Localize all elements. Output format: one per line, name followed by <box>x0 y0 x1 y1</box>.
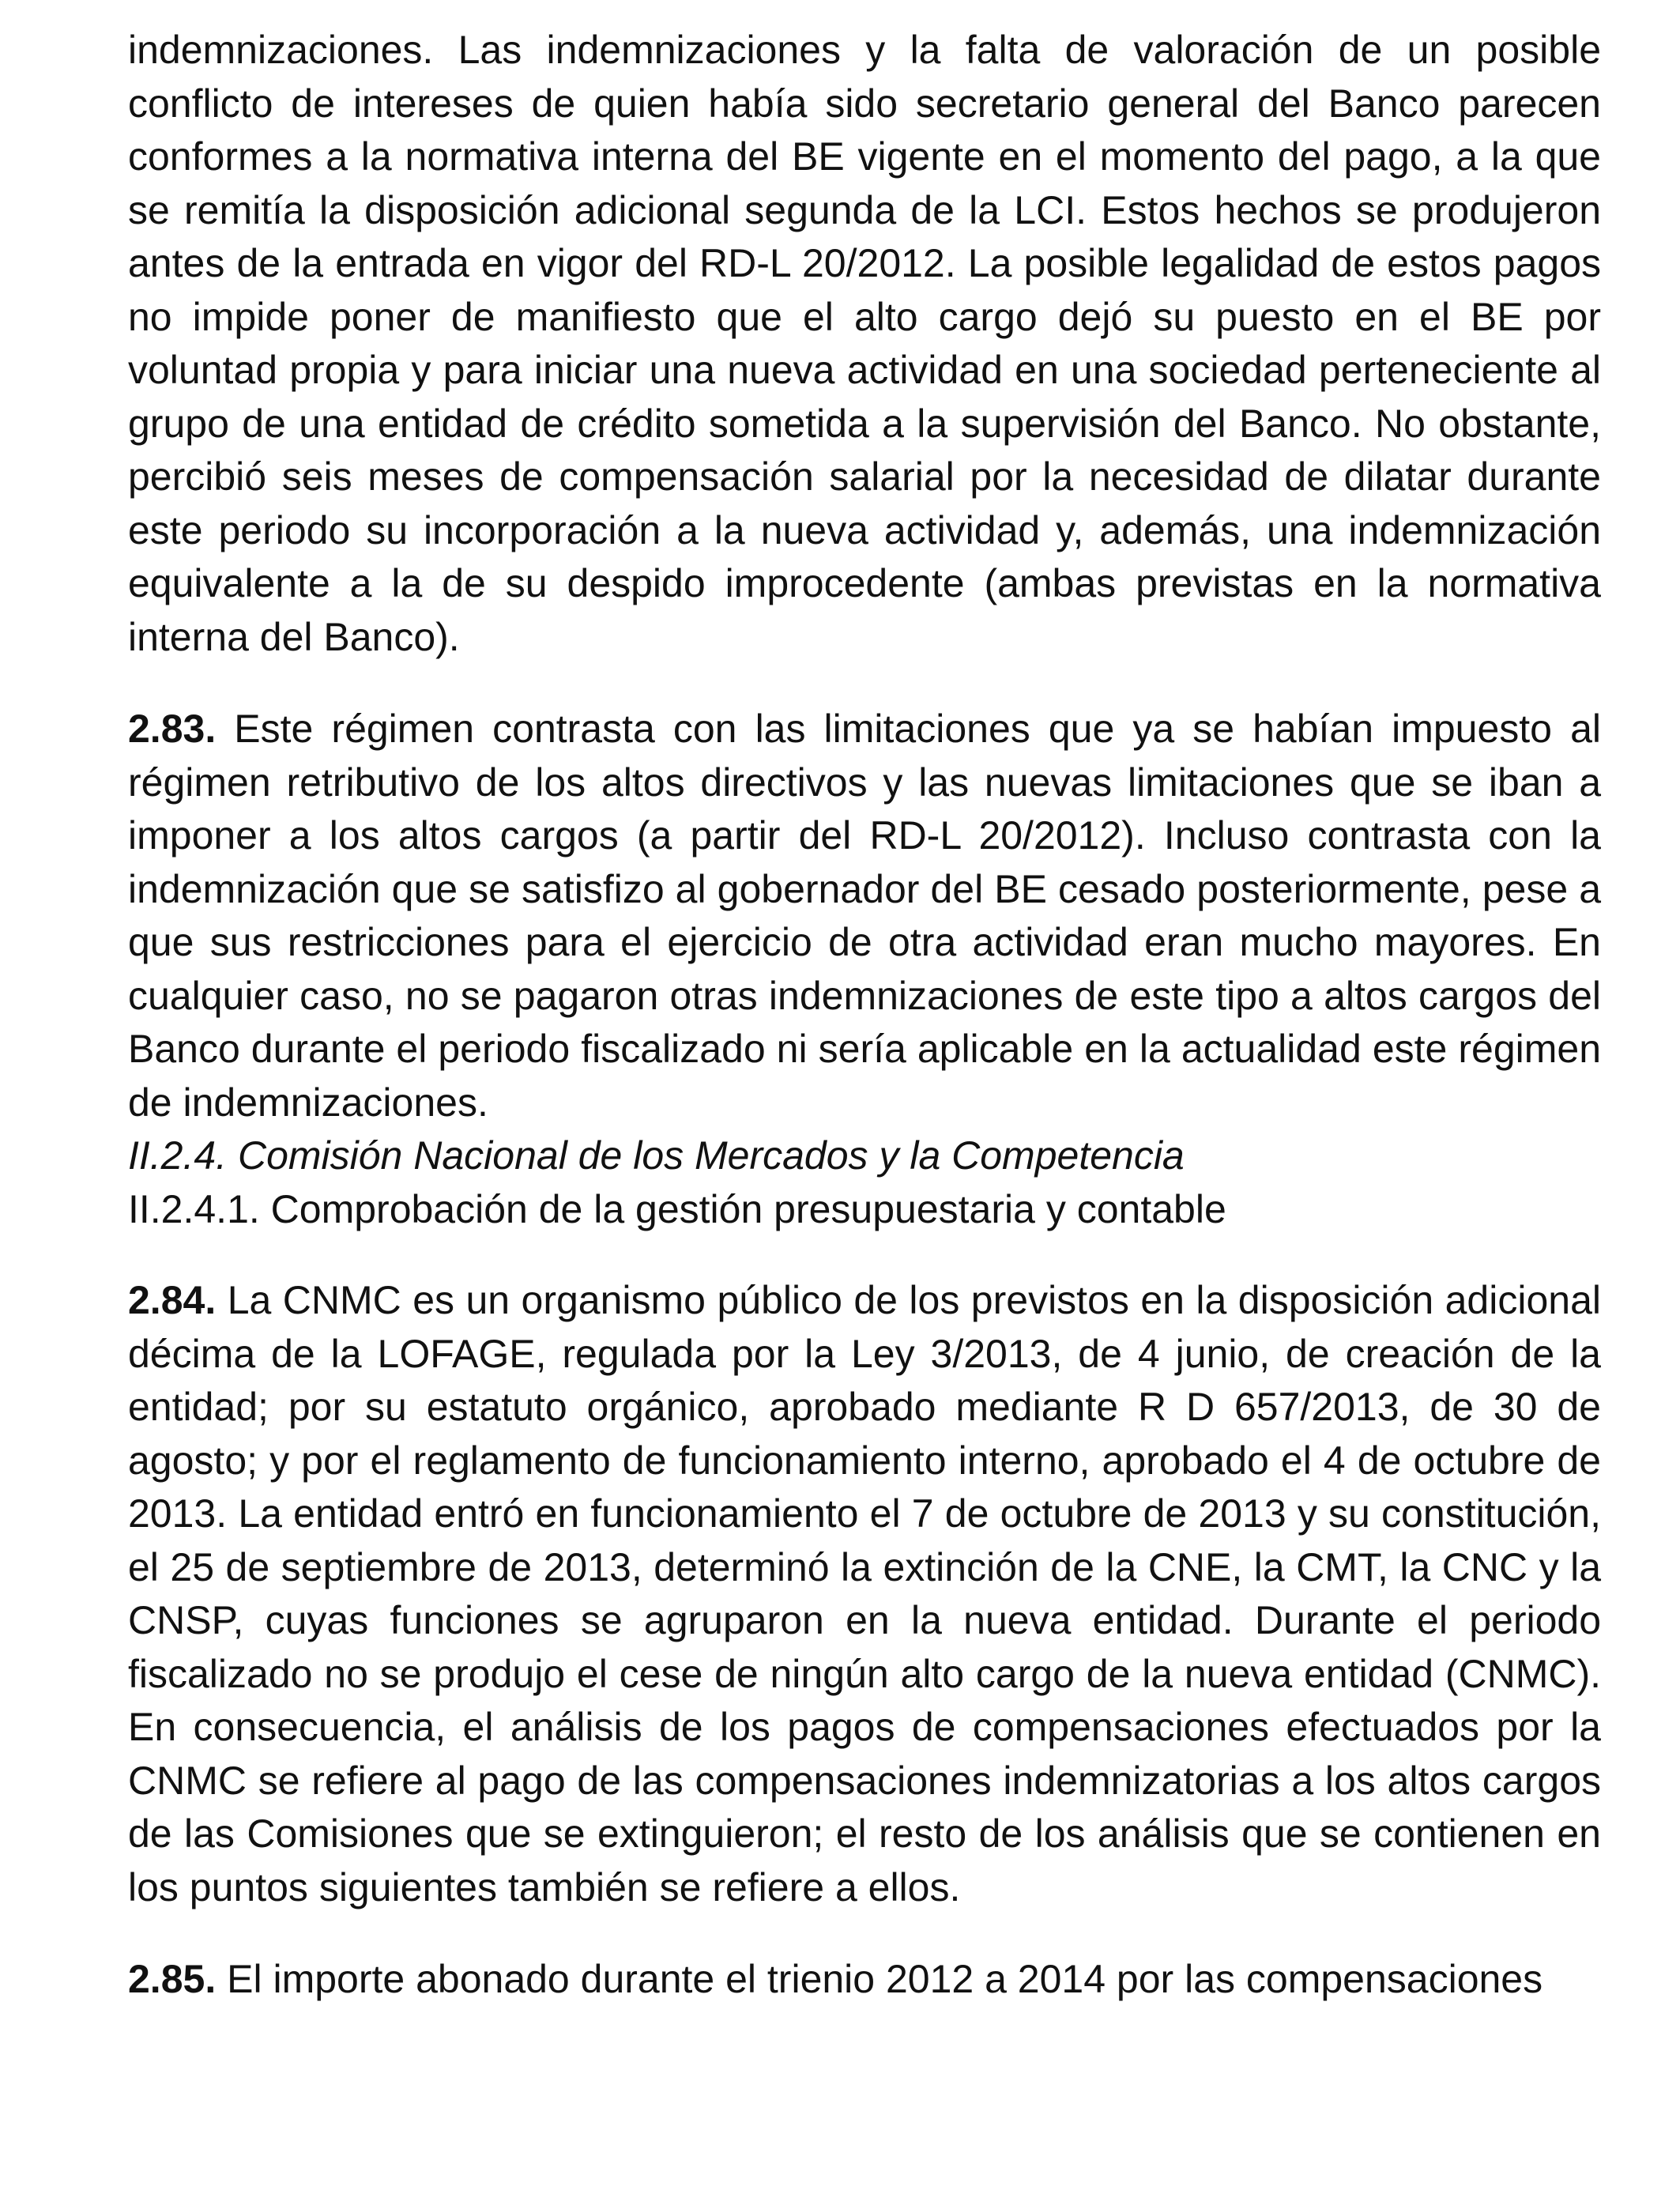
paragraph-text: Este régimen contrasta con las limitaciones que ya se habían impuesto al régimen retributivo de los altos directivos y las nuevas limitaciones que se iban a imponer a los altos cargos (a partir del RD-L 20/2012). Incluso contrasta con la indemnización que se satisfizo al gobernador del BE cesado posteriormente, pese a que sus restricciones para el ejercicio de otra actividad eran mucho mayores. En cualquier caso, no se pagaron otras indemnizaciones de este tipo a altos cargos del Banco durante el periodo fiscalizado ni sería aplicable en la actualidad este régimen de indemnizaciones. <box>128 707 1601 1125</box>
section-heading-2-2-4: II.2.4. Comisión Nacional de los Mercados y la Competencia <box>128 1133 1185 1178</box>
paragraph-continuation: indemnizaciones. Las indemnizaciones y la falta de valoración de un posible conflicto de intereses de quien había sido secretario general del Banco parecen conformes a la normativa interna del BE vigente en el momento del pago, a la que se remitía la disposición adicional segunda de la LCI. Estos hechos se produjeron antes de la entrada en vigor del RD-L 20/2012. La posible legalidad de estos pagos no impide poner de manifiesto que el alto cargo dejó su puesto en el BE por voluntad propia y para iniciar una nueva actividad en una sociedad perteneciente al grupo de una entidad de crédito sometida a la supervisión del Banco. No obstante, percibió seis meses de compensación salarial por la necesidad de dilatar durante este periodo su incorporación a la nueva actividad y, además, una indemnización equivalente a la de su despido improcedente (ambas previstas en la normativa interna del Banco). <box>128 28 1601 659</box>
paragraph-number: 2.84. <box>128 1278 217 1322</box>
paragraph-2-83 <box>128 703 1601 1129</box>
paragraph-2-85 <box>128 1953 1601 2007</box>
paragraph-number: 2.83. <box>128 707 217 751</box>
paragraph-2-84 <box>128 1274 1601 1914</box>
document-page <box>128 24 1601 2007</box>
paragraph-number: 2.85. <box>128 1957 217 2001</box>
paragraph-text: El importe abonado durante el trienio 2012 a 2014 por las compensaciones <box>227 1957 1543 2001</box>
subsection-heading-2-2-4-1: II.2.4.1. Comprobación de la gestión presupuestaria y contable <box>128 1186 1226 1231</box>
paragraph-text: La CNMC es un organismo público de los previstos en la disposición adicional décima de la LOFAGE, regulada por la Ley 3/2013, de 4 junio, de creación de la entidad; por su estatuto orgánico, aprobado mediante R D 657/2013, de 30 de agosto; y por el reglamento de funcionamiento interno, aprobado el 4 de octubre de 2013. La entidad entró en funcionamiento el 7 de octubre de 2013 y su constitución, el 25 de septiembre de 2013, determinó la extinción de la CNE, la CMT, la CNC y la CNSP, cuyas funciones se agruparon en la nueva entidad. Durante el periodo fiscalizado no se produjo el cese de ningún alto cargo de la nueva entidad (CNMC). En consecuencia, el análisis de los pagos de compensaciones efectuados por la CNMC se refiere al pago de las compensaciones indemnizatorias a los altos cargos de las Comisiones que se extinguieron; el resto de los análisis que se contienen en los puntos siguientes también se refiere a ellos. <box>128 1278 1601 1909</box>
